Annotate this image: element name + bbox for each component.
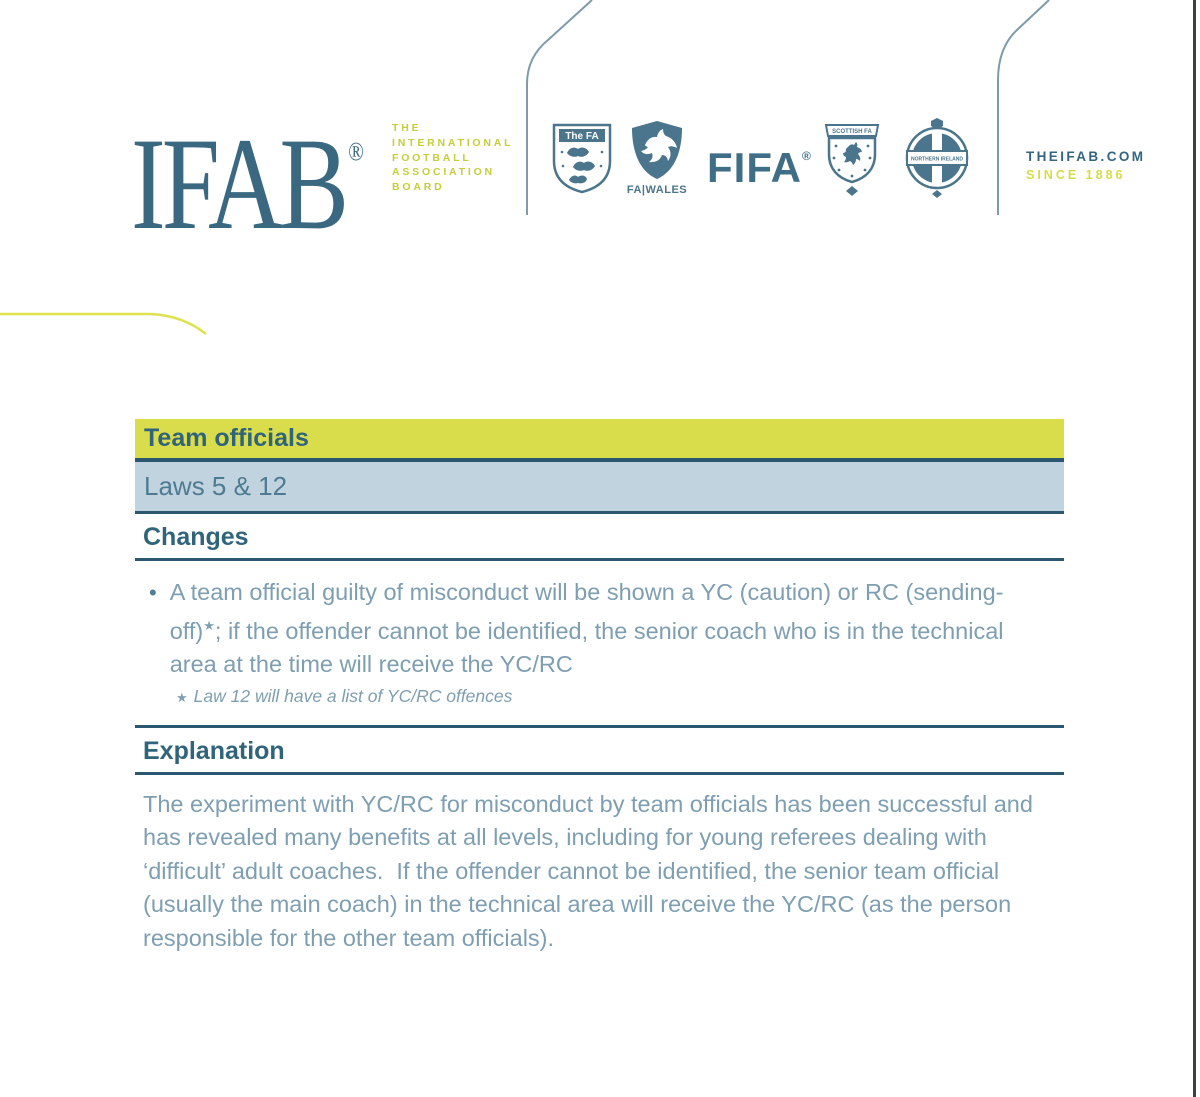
bullet-text-part: ; if the offender cannot be identified, the senior coach who is in the technical area at the time will receive the YC/RC	[169, 617, 1004, 677]
bullet-marker: •	[149, 580, 157, 605]
irish-fa-logo	[903, 116, 971, 202]
ifab-wordmark	[131, 98, 364, 257]
footnote-star-marker: ★	[176, 689, 188, 705]
changes-heading: Changes	[143, 523, 249, 551]
laws-label: Laws 5 & 12	[144, 471, 288, 501]
card-title-bar	[135, 419, 1064, 458]
divider	[135, 725, 1064, 728]
tagline-line: ASSOCIATION	[392, 166, 495, 179]
changes-bullet-item	[149, 576, 1064, 681]
changes-bullet-text	[170, 576, 1036, 681]
the-fa-banner-text: The FA	[565, 131, 599, 142]
ifab-wordmark-text: IFAB	[131, 110, 346, 257]
since-text: SINCE 1886	[1026, 168, 1126, 182]
bullet-text-part: A team official guilty of misconduct will be shown a YC (caution) or RC (sending-off)	[169, 579, 1004, 644]
explanation-paragraph: The experiment with YC/RC for misconduct by team officials has been successful and has revealed many benefits at all levels, including for young referees dealing with ‘difficult’ adult coaches. If the offender cannot be identified, the senior team official (usually the main coach) in the technical area will receive the YC/RC (as the person responsible for the other team officials).	[143, 790, 1040, 951]
tagline-line: INTERNATIONAL	[392, 136, 514, 149]
the-fa-logo	[551, 121, 613, 195]
fifa-text: FIFA	[707, 144, 802, 191]
tagline-line: THE	[392, 122, 422, 134]
ifab-logo	[131, 98, 426, 257]
card-title: Team officials	[144, 424, 309, 452]
footnote-star-superscript: ★	[203, 618, 215, 633]
fifa-registered-mark: ®	[802, 149, 811, 163]
footnote-text: Law 12 will have a list of YC/RC offences	[193, 685, 513, 706]
law-card	[135, 419, 1064, 955]
divider	[135, 558, 1064, 561]
header-right-separator	[998, 0, 1049, 215]
explanation-heading: Explanation	[143, 736, 285, 765]
fa-wales-label: FA|WALES	[627, 184, 687, 196]
footnote	[176, 684, 1064, 710]
scottish-fa-logo	[822, 120, 882, 200]
yellow-corner-curve	[0, 314, 206, 334]
ifab-tagline	[392, 121, 513, 195]
divider	[135, 511, 1064, 514]
scottish-fa-banner-text: SCOTTISH FA	[832, 129, 872, 135]
website-text: THEIFAB.COM	[1026, 149, 1146, 164]
fa-wales-logo	[627, 119, 687, 197]
laws-bar	[135, 462, 1064, 511]
divider	[135, 772, 1064, 775]
tagline-line: FOOTBALL	[392, 151, 472, 164]
irish-fa-band-text: NORTHERN IRELAND	[911, 156, 963, 163]
tagline-line: BOARD	[392, 181, 445, 194]
registered-mark: ®	[348, 137, 364, 166]
fifa-logo	[707, 136, 811, 191]
page-right-edge-line	[1193, 0, 1196, 1097]
